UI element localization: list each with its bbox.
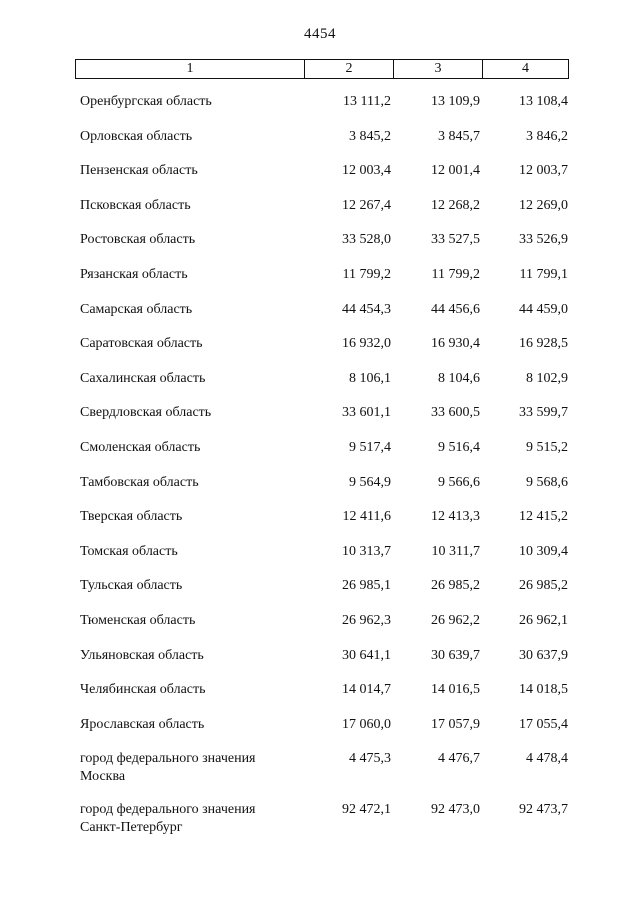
value-col-3: 3 845,7 [438,128,480,144]
region-name: Тюменская область [80,612,196,628]
table-row [0,334,640,369]
value-col-2: 33 528,0 [342,232,391,248]
value-col-2: 44 454,3 [342,301,391,317]
value-col-3: 9 566,6 [438,474,480,490]
region-name: Ульяновская область [80,647,204,663]
table-header [75,59,569,79]
value-col-4: 14 018,5 [519,682,568,698]
region-name: город федерального значения Москва [80,751,256,785]
value-col-3: 44 456,6 [431,301,480,317]
header-cell-4: 4 [522,61,529,76]
value-col-4: 11 799,1 [519,266,568,282]
region-name: Челябинская область [80,682,206,698]
region-name: Ростовская область [80,232,196,248]
value-col-2: 12 411,6 [342,509,391,525]
value-col-4: 12 269,0 [519,197,568,213]
value-col-3: 12 268,2 [431,197,480,213]
region-name: Тульская область [80,578,183,594]
value-col-2: 9 564,9 [349,474,391,490]
value-col-4: 17 055,4 [519,716,568,732]
value-col-2: 8 106,1 [349,370,391,386]
header-cell-1: 1 [76,60,305,78]
value-col-3: 26 985,2 [431,578,480,594]
table-row [0,611,640,646]
region-name: Орловская область [80,128,193,144]
table-row [0,800,640,851]
region-name: Свердловская область [80,405,212,421]
value-col-3: 33 527,5 [431,232,480,248]
value-col-3: 92 473,0 [431,802,480,818]
value-col-4: 33 599,7 [519,405,568,421]
value-col-2: 4 475,3 [349,751,391,767]
value-col-4: 16 928,5 [519,336,568,352]
table-row [0,715,640,750]
table-row [0,161,640,196]
table-row [0,127,640,162]
region-name: Тверская область [80,509,183,525]
table-row [0,542,640,577]
value-col-3: 13 109,9 [431,94,480,109]
table-row [0,438,640,473]
table-row [0,507,640,542]
table-row [0,230,640,265]
value-col-3: 30 639,7 [431,647,480,663]
value-col-4: 9 515,2 [526,439,568,455]
value-col-4: 13 108,4 [519,94,568,109]
value-col-2: 13 111,2 [343,94,391,109]
region-name: Пензенская область [80,163,198,179]
value-col-2: 16 932,0 [342,336,391,352]
value-col-4: 30 637,9 [519,647,568,663]
region-name: Псковская область [80,197,191,213]
value-col-4: 12 003,7 [519,163,568,179]
table-row [0,403,640,438]
value-col-2: 14 014,7 [342,682,391,698]
value-col-3: 11 799,2 [431,266,480,282]
region-name: Рязанская область [80,266,188,282]
value-col-4: 4 478,4 [526,751,568,767]
value-col-2: 9 517,4 [349,439,391,455]
value-col-3: 26 962,2 [431,612,480,628]
region-name: Сахалинская область [80,370,206,386]
value-col-3: 12 413,3 [431,509,480,525]
table-body [0,92,640,851]
value-col-3: 12 001,4 [431,163,480,179]
region-name: город федерального значения Санкт-Петербург [80,802,256,836]
value-col-3: 14 016,5 [431,682,480,698]
value-col-4: 9 568,6 [526,474,568,490]
region-name: Тамбовская область [80,474,199,490]
value-col-4: 3 846,2 [526,128,568,144]
value-col-3: 16 930,4 [431,336,480,352]
value-col-2: 30 641,1 [342,647,391,663]
value-col-2: 12 267,4 [342,197,391,213]
value-col-2: 33 601,1 [342,405,391,421]
value-col-4: 92 473,7 [519,802,568,818]
value-col-2: 92 472,1 [342,802,391,818]
table-row [0,300,640,335]
table-row [0,473,640,508]
value-col-3: 33 600,5 [431,405,480,421]
value-col-2: 26 962,3 [342,612,391,628]
region-name: Смоленская область [80,439,201,455]
region-name: Ярославская область [80,716,205,732]
table-row [0,196,640,231]
value-col-2: 11 799,2 [342,266,391,282]
region-name: Томская область [80,543,178,559]
table-row [0,680,640,715]
value-col-3: 10 311,7 [431,543,480,559]
table-row [0,749,640,800]
value-col-2: 26 985,1 [342,578,391,594]
region-name: Оренбургская область [80,94,212,109]
page-number: 4454 [304,26,336,42]
table-row [0,92,640,127]
value-col-2: 17 060,0 [342,716,391,732]
table-row [0,369,640,404]
value-col-4: 44 459,0 [519,301,568,317]
value-col-4: 26 985,2 [519,578,568,594]
value-col-2: 10 313,7 [342,543,391,559]
region-name: Самарская область [80,301,193,317]
value-col-3: 17 057,9 [431,716,480,732]
value-col-4: 33 526,9 [519,232,568,248]
header-cell-3: 3 [394,60,483,78]
value-col-3: 9 516,4 [438,439,480,455]
table-row [0,646,640,681]
value-col-4: 26 962,1 [519,612,568,628]
value-col-2: 12 003,4 [342,163,391,179]
value-col-3: 8 104,6 [438,370,480,386]
header-cell-2: 2 [305,60,394,78]
value-col-2: 3 845,2 [349,128,391,144]
table-row [0,576,640,611]
region-name: Саратовская область [80,336,203,352]
value-col-3: 4 476,7 [438,751,480,767]
value-col-4: 12 415,2 [519,509,568,525]
value-col-4: 8 102,9 [526,370,568,386]
table-row [0,265,640,300]
value-col-4: 10 309,4 [519,543,568,559]
